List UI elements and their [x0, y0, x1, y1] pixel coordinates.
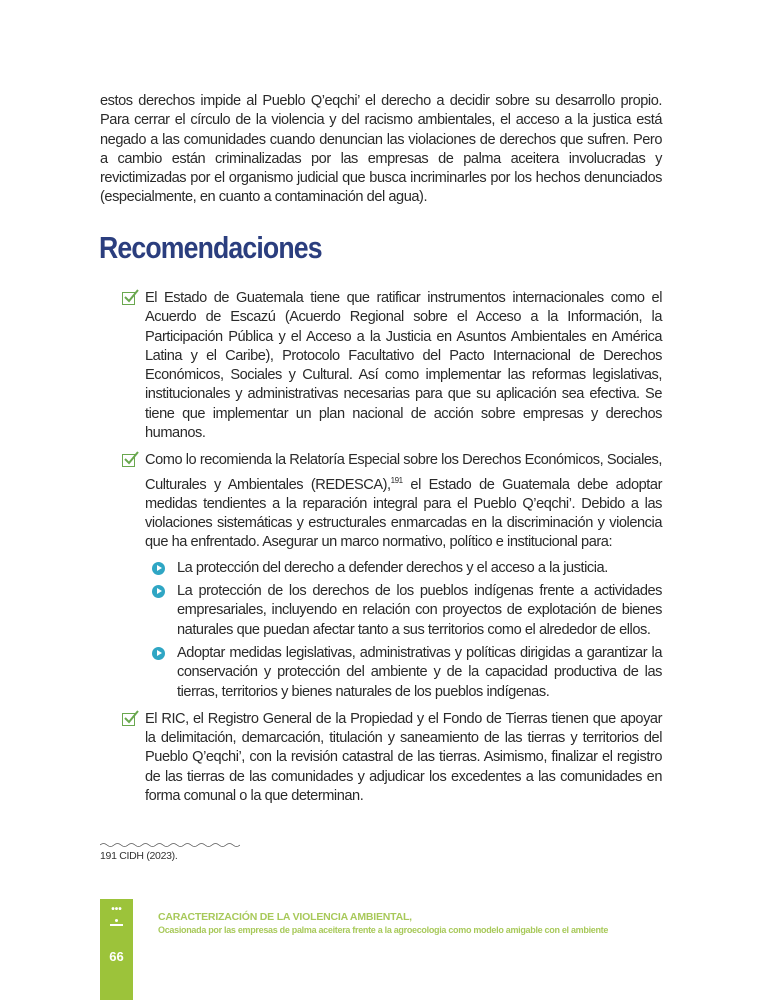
recommendation-item — [120, 710, 662, 806]
sub-item — [152, 582, 662, 640]
sub-item-text: La protección de los derechos de los pueblos indígenas frente a actividades empresariales, incluyendo en relación con proyectos de explotación de bienes naturales que puedan afectar tanto a sus territorios como el alrededor de ellos. — [177, 583, 662, 638]
footnote-divider — [100, 842, 240, 848]
play-bullet-icon — [152, 585, 165, 598]
recommendations-list — [120, 289, 662, 814]
checkbox-icon — [122, 292, 135, 305]
recommendation-text: El Estado de Guatemala tiene que ratificar instrumentos internacionales como el Acuerdo de Escazú (Acuerdo Regional sobre el Acceso a la Información, la Participación Pública y el Acceso a la Justicia en Asuntos Ambientales en América Latina y el Caribe), Protocolo Facultativo del Pacto Internacional de Derechos Económicos, Sociales y Cultural. Así como implementar las reformas legislativas, institucionales y administrativas necesarias para que su aplicación sea efectiva. Se tiene que implementar un plan nacional de acción sobre empresas y derechos humanos. — [145, 290, 662, 442]
checkbox-icon — [122, 713, 135, 726]
line-decoration — [110, 924, 123, 926]
footer-title: CARACTERIZACIÓN DE LA VIOLENCIA AMBIENTAL, — [158, 911, 412, 923]
recommendation-item — [120, 451, 662, 701]
sub-item — [152, 644, 662, 702]
play-bullet-icon — [152, 562, 165, 575]
section-heading: Recomendaciones — [99, 230, 322, 265]
footnote-ref[interactable]: 191 — [390, 475, 403, 485]
recommendation-text-cont: el Estado de Guatemala debe adoptar medidas tendientes a la reparación integral para el Pueblo Q’eqchi’. Debido a las violaciones sistemáticas y estructurales enmarcadas en la discriminación y violencia que ha enfrentado. Asegurar un marco normativo, político e institucional para: — [145, 476, 662, 551]
sub-item — [152, 559, 662, 578]
play-bullet-icon — [152, 647, 165, 660]
page-number: 66 — [109, 949, 124, 964]
recommendation-text: Como lo recomienda la Relatoría Especial sobre los Derechos Económicos, Sociales, Culturales y Ambientales (REDESCA), — [145, 452, 662, 493]
sub-item-text: La protección del derecho a defender derechos y el acceso a la justicia. — [177, 559, 608, 576]
dots-decoration: ••• — [111, 904, 122, 915]
sub-item-text: Adoptar medidas legislativas, administrativas y políticas dirigidas a garantizar la conservación y protección del ambiente y de la capacidad productiva de las tierras, territorios y bienes naturales de los pueblos indígenas. — [177, 644, 662, 700]
checkbox-icon — [122, 454, 135, 467]
footer-subtitle: Ocasionada por las empresas de palma aceitera frente a la agroecologia como modelo amigable con el ambiente — [158, 925, 609, 935]
sub-list — [145, 559, 662, 702]
page-number-bar — [100, 899, 133, 1000]
recommendation-item — [120, 289, 662, 443]
intro-paragraph: estos derechos impide al Pueblo Q’eqchi’ el derecho a decidir sobre su desarrollo propio. Para cerrar el círculo de la violencia y del racismo ambientales, el acceso a la justica está negado a las comunidades cuando denuncian las violaciones de derechos que sufren. Pero a cambio están criminalizadas por las empresas de palma aceitera involucradas y revictimizadas por el organismo judicial que busca incriminarles por los hechos denunciados (especialmente, en cuanto a contaminación del agua). — [100, 93, 662, 206]
recommendation-text: El RIC, el Registro General de la Propiedad y el Fondo de Tierras tienen que apoyar la delimitación, demarcación, titulación y saneamiento de las tierras y territorios del Pueblo Q’eqchi’, con la revisión catastral de las tierras. Asimismo, finalizar el registro de las tierras de las comunidades y adjudicar los excedentes a las comunidades en forma comunal o la que determinan. — [145, 710, 662, 804]
dot-decoration — [115, 919, 118, 922]
footnote: 191 CIDH (2023). — [100, 850, 178, 862]
